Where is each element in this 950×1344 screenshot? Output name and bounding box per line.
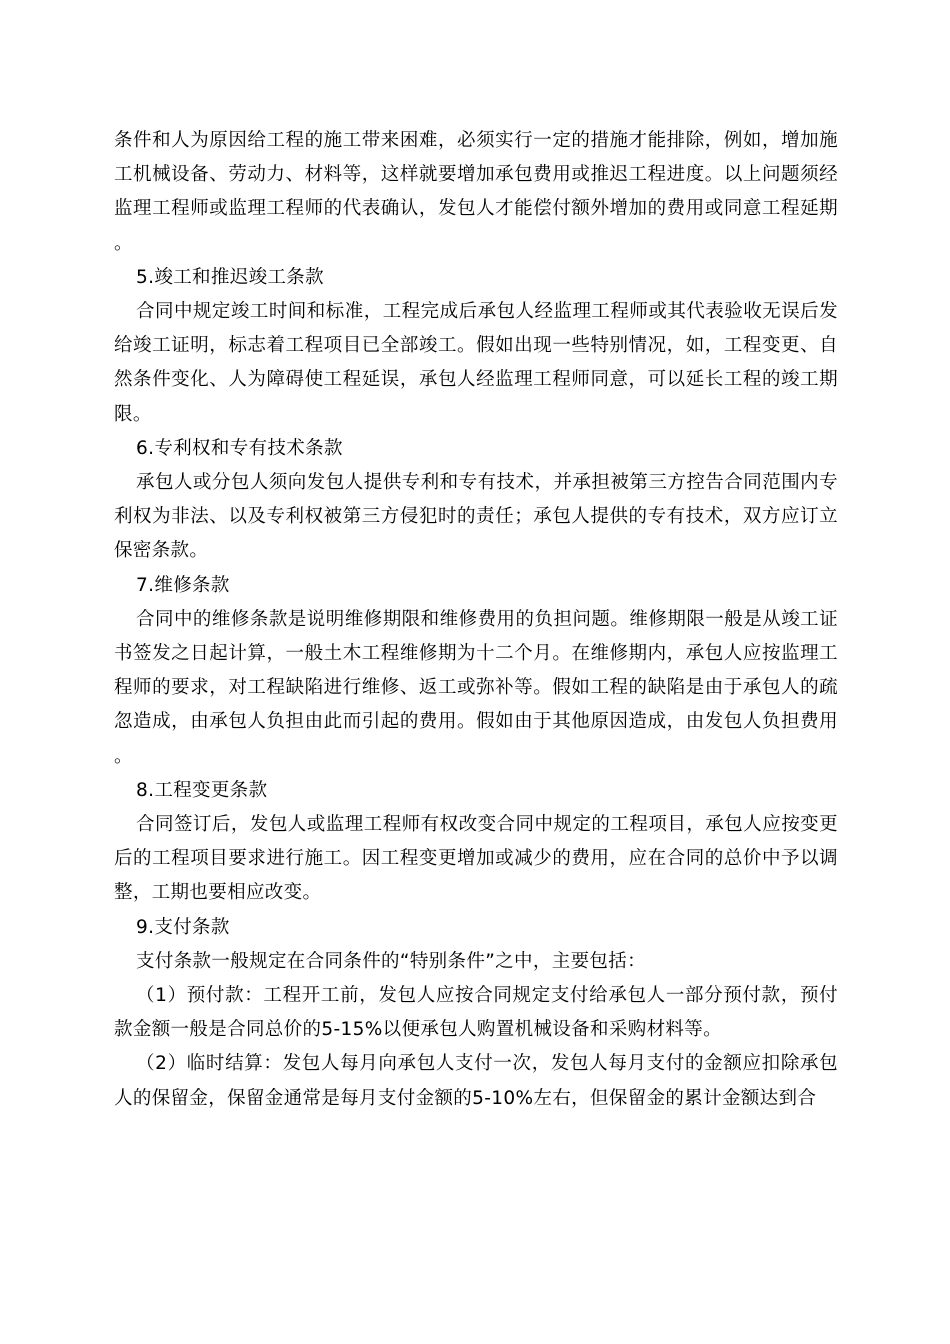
paragraph-completion: 合同中规定竣工时间和标准，工程完成后承包人经监理工程师或其代表验收无误后发给竣工证明，标志着工程项目已全部竣工。假如出现一些特别情况，如，工程变更、自然条件变化、人为障碍使工程延误，承包人经监理工程师同意，可以延长工程的竣工期限。 (114, 301, 838, 425)
section-heading-5: 5.竣工和推迟竣工条款 (136, 266, 325, 288)
paragraph-payment-intro: 支付条款一般规定在合同条件的“特别条件”之中，主要包括： (136, 950, 646, 972)
document-body (114, 124, 838, 1116)
paragraph-variation: 合同签订后，发包人或监理工程师有权改变合同中规定的工程项目，承包人应按变更后的工程项目要求进行施工。因工程变更增加或减少的费用，应在合同的总价中予以调整，工期也要相应改变。 (114, 814, 838, 904)
section-heading-6: 6.专利权和专有技术条款 (136, 437, 343, 459)
paragraph-maintenance: 合同中的维修条款是说明维修期限和维修费用的负担问题。维修期限一般是从竣工证书签发之日起计算，一般土木工程维修期为十二个月。在维修期内，承包人应按监理工程师的要求，对工程缺陷进行维修、返工或弥补等。假如工程的缺陷是由于承包人的疏忽造成，由承包人负担由此而引起的费用。假如由于其他原因造成，由发包人负担费用。 (114, 608, 838, 767)
paragraph-advance-payment: （1）预付款：工程开工前，发包人应按合同规定支付给承包人一部分预付款，预付款金额一般是合同总价的5-15%以便承包人购置机械设备和采购材料等。 (114, 985, 838, 1041)
section-heading-7: 7.维修条款 (136, 574, 230, 596)
paragraph-patent: 承包人或分包人须向发包人提供专利和专有技术，并承担被第三方控告合同范围内专利权为非法、以及专利权被第三方侵犯时的责任；承包人提供的专有技术，双方应订立保密条款。 (114, 472, 838, 562)
section-heading-9: 9.支付条款 (136, 916, 230, 938)
paragraph-interim-settlement: （2）临时结算：发包人每月向承包人支付一次，发包人每月支付的金额应扣除承包人的保留金，保留金通常是每月支付金额的5-10%左右，但保留金的累计金额达到合 (114, 1053, 838, 1109)
paragraph-continuation: 条件和人为原因给工程的施工带来困难，必须实行一定的措施才能排除，例如，增加施工机械设备、劳动力、材料等，这样就要增加承包费用或推迟工程进度。以上问题须经监理工程师或监理工程师的代表确认，发包人才能偿付额外增加的费用或同意工程延期。 (114, 130, 838, 254)
section-heading-8: 8.工程变更条款 (136, 779, 268, 801)
